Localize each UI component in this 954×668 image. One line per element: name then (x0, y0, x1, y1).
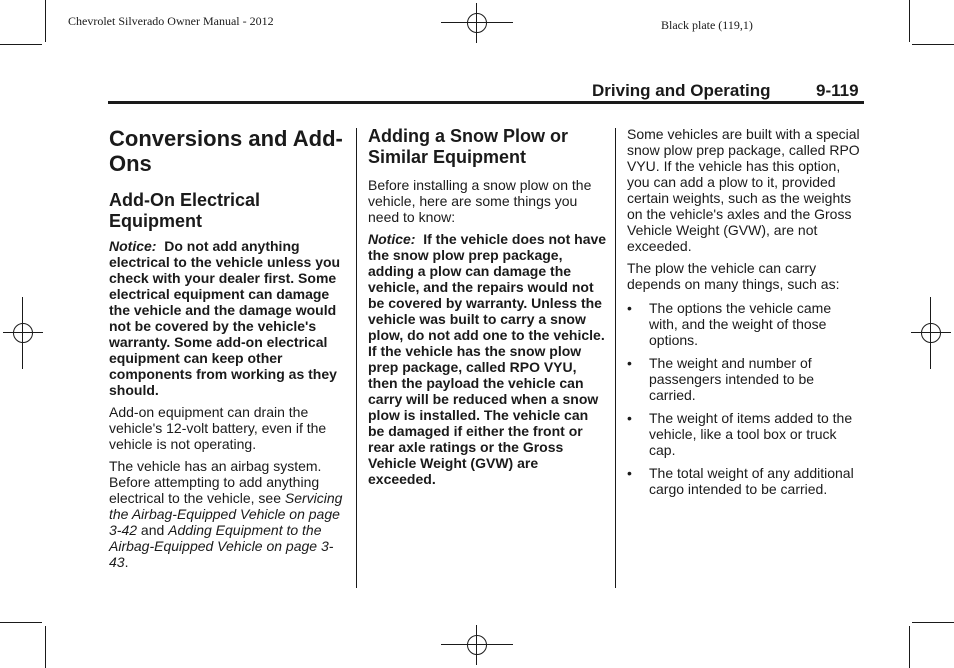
paragraph-end: . (124, 554, 129, 570)
plate-info: Black plate (119,1) (661, 18, 753, 32)
paragraph: Some vehicles are built with a special snow plow prep package, called RPO VYU. If the vehicle has this option, you can add a plow to it, provided certain weights, such as the weights on the vehicle's axles and the Gross Vehicle Weight (GVW), are not exceeded. (627, 126, 860, 254)
list-item (627, 465, 863, 497)
crop-mark (0, 44, 42, 45)
crop-mark (45, 626, 46, 668)
page-number: 9-119 (816, 81, 859, 100)
list-item (627, 410, 863, 458)
list-item (627, 355, 863, 403)
registration-mark-bottom (457, 625, 497, 665)
bullet-icon: • (627, 355, 632, 371)
notice-text: If the vehicle does not have the snow plow prep package, adding a plow can damage the vehicle, and the repairs would not be covered by warranty. Unless the vehicle was built to carry a snow plow, do not add one to the vehicle. If the vehicle has the snow plow prep package, called RPO VYU, then the payload the vehicle can carry will be reduced when a snow plow is installed. The vehicle can be damaged if either the front or rear axle ratings or the Gross Vehicle Weight (GVW) are exceeded. (368, 231, 607, 487)
column-1 (109, 126, 347, 576)
list-item-text: The weight and number of passengers intended to be carried. (649, 355, 815, 403)
crop-mark (909, 626, 910, 668)
reference-link-servicing[interactable]: Servicing the Airbag-Equipped Vehicle on page 3-42 (109, 490, 343, 538)
notice-electrical (109, 238, 347, 398)
list-item-text: The total weight of any additional cargo intended to be carried. (649, 465, 854, 497)
bullet-icon: • (627, 300, 632, 316)
column-divider (356, 128, 357, 588)
page-heading: Conversions and Add-Ons (109, 126, 343, 176)
notice-label: Notice: (109, 238, 157, 254)
column-2 (368, 126, 608, 493)
column-3 (627, 126, 863, 504)
crop-mark (45, 0, 46, 42)
column-divider (615, 128, 616, 588)
notice-label: Notice: (368, 231, 416, 247)
registration-mark-top (457, 3, 497, 43)
manual-title: Chevrolet Silverado Owner Manual - 2012 (68, 14, 274, 28)
header-rule (108, 101, 864, 104)
subheading-snow-plow: Adding a Snow Plow or Similar Equipment (368, 126, 568, 167)
crop-mark (912, 44, 954, 45)
subheading-electrical: Add-On Electrical Equipment (109, 190, 261, 231)
crop-mark (909, 0, 910, 42)
paragraph-text: The vehicle has an airbag system. Before attempting to add anything electrical to the vehicle, see (109, 458, 322, 506)
paragraph: The plow the vehicle can carry depends on many things, such as: (627, 260, 840, 292)
bullet-list (627, 300, 863, 497)
bullet-icon: • (627, 465, 632, 481)
conjunction: and (140, 522, 165, 538)
paragraph: Before installing a snow plow on the vehicle, here are some things you need to know: (368, 177, 592, 225)
section-title: Driving and Operating (592, 81, 771, 100)
bullet-icon: • (627, 410, 632, 426)
list-item (627, 300, 863, 348)
registration-mark-left (3, 313, 43, 353)
list-item-text: The weight of items added to the vehicle, like a tool box or truck cap. (649, 410, 853, 458)
paragraph-airbag (109, 458, 347, 570)
crop-mark (0, 622, 42, 623)
notice-snow-plow (368, 231, 608, 487)
paragraph: Add-on equipment can drain the vehicle's 12-volt battery, even if the vehicle is not operating. (109, 404, 327, 452)
crop-mark (912, 622, 954, 623)
registration-mark-right (911, 313, 951, 353)
list-item-text: The options the vehicle came with, and the weight of those options. (649, 300, 832, 348)
notice-text: Do not add anything electrical to the vehicle unless you check with your dealer first. Some electrical equipment can damage the vehicle and the damage would not be covered by the vehicle's warranty. Some add-on electrical equipment can keep other components from working as they should. (109, 238, 341, 398)
reference-link-adding[interactable]: Adding Equipment to the Airbag-Equipped Vehicle on page 3-43 (109, 522, 334, 570)
